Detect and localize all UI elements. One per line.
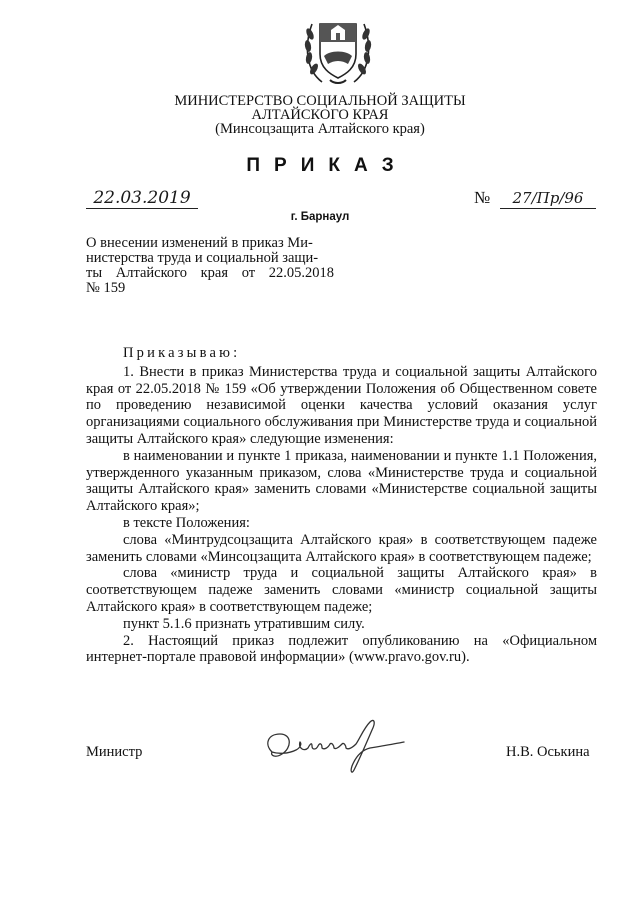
subject-line: О внесении изменений в приказ Ми- — [86, 235, 313, 251]
signatory-name: Н.В. Оськина — [506, 744, 590, 760]
subject-line: ты Алтайского края от 22.05.2018 — [86, 265, 334, 281]
number-sign: № — [474, 188, 491, 207]
body-paragraph: 2. Настоящий приказ подлежит опубликованию на «Официальном интернет-портале правовой информации» (www.pravo.gov.ru). — [86, 632, 597, 666]
signatory-position: Министр — [86, 744, 143, 760]
body-paragraph: в наименовании и пункте 1 приказа, наименовании и пункте 1.1 Положения, утвержденного указанным приказом, слова «Министерстве труда и социальной защиты Алтайского края» заменить словами «Министерстве социальной защиты Алтайского края»; — [86, 447, 597, 515]
subject-line: № 159 — [86, 280, 126, 296]
body-paragraph: 1. Внести в приказ Министерства труда и социальной защиты Алтайского края от 22.05.2018 № 159 «Об утверждении Положения об Общественном совете по проведению независимой оценки качества условий оказания услуг организациями социального обслуживания при Министерстве труда и социальной защиты Алтайского края» следующие изменения: — [86, 363, 597, 447]
city-name: г. Барнаул — [290, 211, 350, 223]
body-paragraph: в тексте Положения: — [123, 514, 250, 531]
document-type-title: ПРИКАЗ — [246, 155, 408, 176]
document-body — [86, 345, 597, 666]
ministry-name-line2: АЛТАЙСКОГО КРАЯ — [251, 107, 389, 123]
document-subject — [86, 236, 334, 296]
body-paragraph: пункт 5.1.6 признать утратившим силу. — [123, 615, 365, 632]
body-paragraph: слова «министр труда и социальной защиты Алтайского края» в соответствующем падеже заменить словами «министр социальной защиты Алтайского края» в соответствующем падеже; — [86, 565, 597, 615]
body-paragraph: слова «Минтрудсоцзащита Алтайского края» в соответствующем падеже заменить словами «Минсоцзащита Алтайского края» в соответствующем падеже; — [86, 531, 597, 565]
order-word: Приказываю: — [123, 345, 241, 361]
handwritten-signature — [258, 714, 408, 778]
document-date: 22.03.2019 — [86, 188, 198, 209]
ministry-name-line1: МИНИСТЕРСТВО СОЦИАЛЬНОЙ ЗАЩИТЫ — [174, 93, 466, 109]
ministry-short-name: (Минсоцзащита Алтайского края) — [215, 121, 425, 137]
subject-line: нистерства труда и социальной защи- — [86, 250, 319, 266]
coat-of-arms-emblem — [300, 10, 376, 90]
document-number: 27/Пр/96 — [500, 188, 596, 209]
